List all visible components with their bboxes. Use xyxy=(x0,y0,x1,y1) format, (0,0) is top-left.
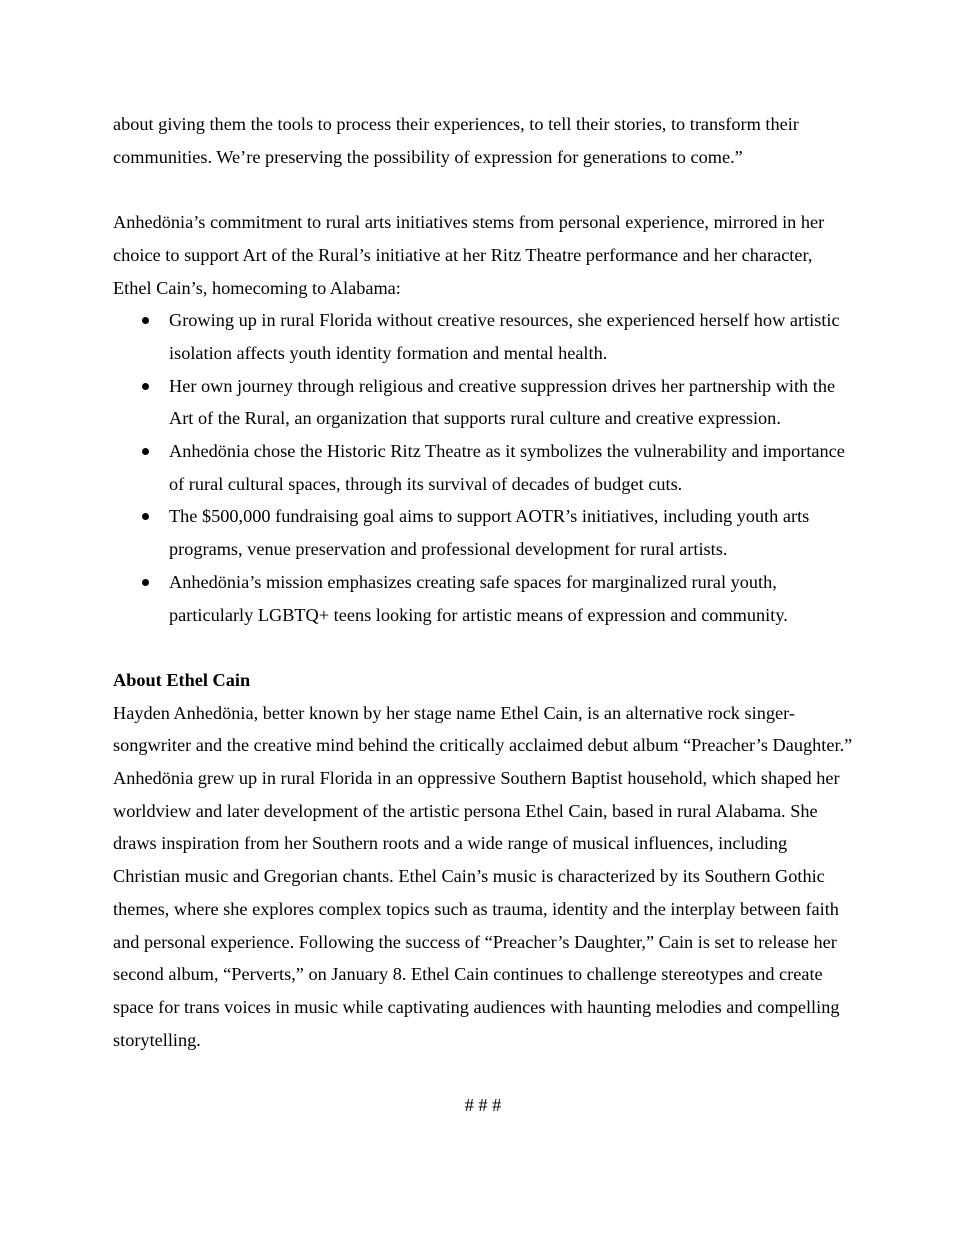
bullet-icon xyxy=(142,513,149,520)
list-item xyxy=(113,435,853,500)
about-paragraph: Hayden Anhedönia, better known by her stage name Ethel Cain, is an alternative rock singer-songwriter and the creative mind behind the critically acclaimed debut album “Preacher’s Daughter.” Anhedönia grew up in rural Florida in an oppressive Southern Baptist household, which shaped her worldview and later development of the artistic persona Ethel Cain, based in rural Alabama. She draws inspiration from her Southern roots and a wide range of musical influences, including Christian music and Gregorian chants. Ethel Cain’s music is characterized by its Southern Gothic themes, where she explores complex topics such as trauma, identity and the interplay between faith and personal experience. Following the success of “Preacher’s Daughter,” Cain is set to release her second album, “Perverts,” on January 8. Ethel Cain continues to challenge stereotypes and create space for trans voices in music while captivating audiences with haunting melodies and compelling storytelling. xyxy=(113,702,853,1050)
paragraph-spacer xyxy=(113,631,853,664)
document-page xyxy=(113,108,853,1122)
intro-continuation-paragraph: about giving them the tools to process their experiences, to tell their stories, to transform their communities. We’re preserving the possibility of expression for generations to come.” xyxy=(113,114,799,167)
list-item xyxy=(113,370,853,435)
end-mark: # # # xyxy=(464,1095,502,1116)
list-item-text: Anhedönia’s mission emphasizes creating safe spaces for marginalized rural youth, particularly LGBTQ+ teens looking for artistic means of expression and community. xyxy=(169,571,788,625)
list-item-text: Anhedönia chose the Historic Ritz Theatre as it symbolizes the vulnerability and importance of rural cultural spaces, through its survival of decades of budget cuts. xyxy=(169,441,845,494)
commitment-paragraph: Anhedönia’s commitment to rural arts initiatives stems from personal experience, mirrored in her choice to support Art of the Rural’s initiative at her Ritz Theatre performance and her character, Ethel Cain’s, homecoming to Alabama: xyxy=(113,212,825,298)
bullet-icon xyxy=(142,448,149,455)
bullet-icon xyxy=(142,579,149,586)
bullet-icon xyxy=(142,317,149,324)
bullet-list xyxy=(113,304,853,631)
list-item-text: Growing up in rural Florida without creative resources, she experienced herself how artistic isolation affects youth identity formation and mental health. xyxy=(169,310,840,363)
list-item-text: Her own journey through religious and creative suppression drives her partnership with the Art of the Rural, an organization that supports rural culture and creative expression. xyxy=(169,375,836,429)
paragraph-spacer xyxy=(113,173,853,206)
list-item-text: The $500,000 fundraising goal aims to support AOTR’s initiatives, including youth arts programs, venue preservation and professional development for rural artists. xyxy=(169,506,810,560)
list-item xyxy=(113,304,853,369)
section-heading: About Ethel Cain xyxy=(113,669,251,690)
bullet-icon xyxy=(142,383,149,390)
list-item xyxy=(113,566,853,631)
list-item xyxy=(113,500,853,565)
